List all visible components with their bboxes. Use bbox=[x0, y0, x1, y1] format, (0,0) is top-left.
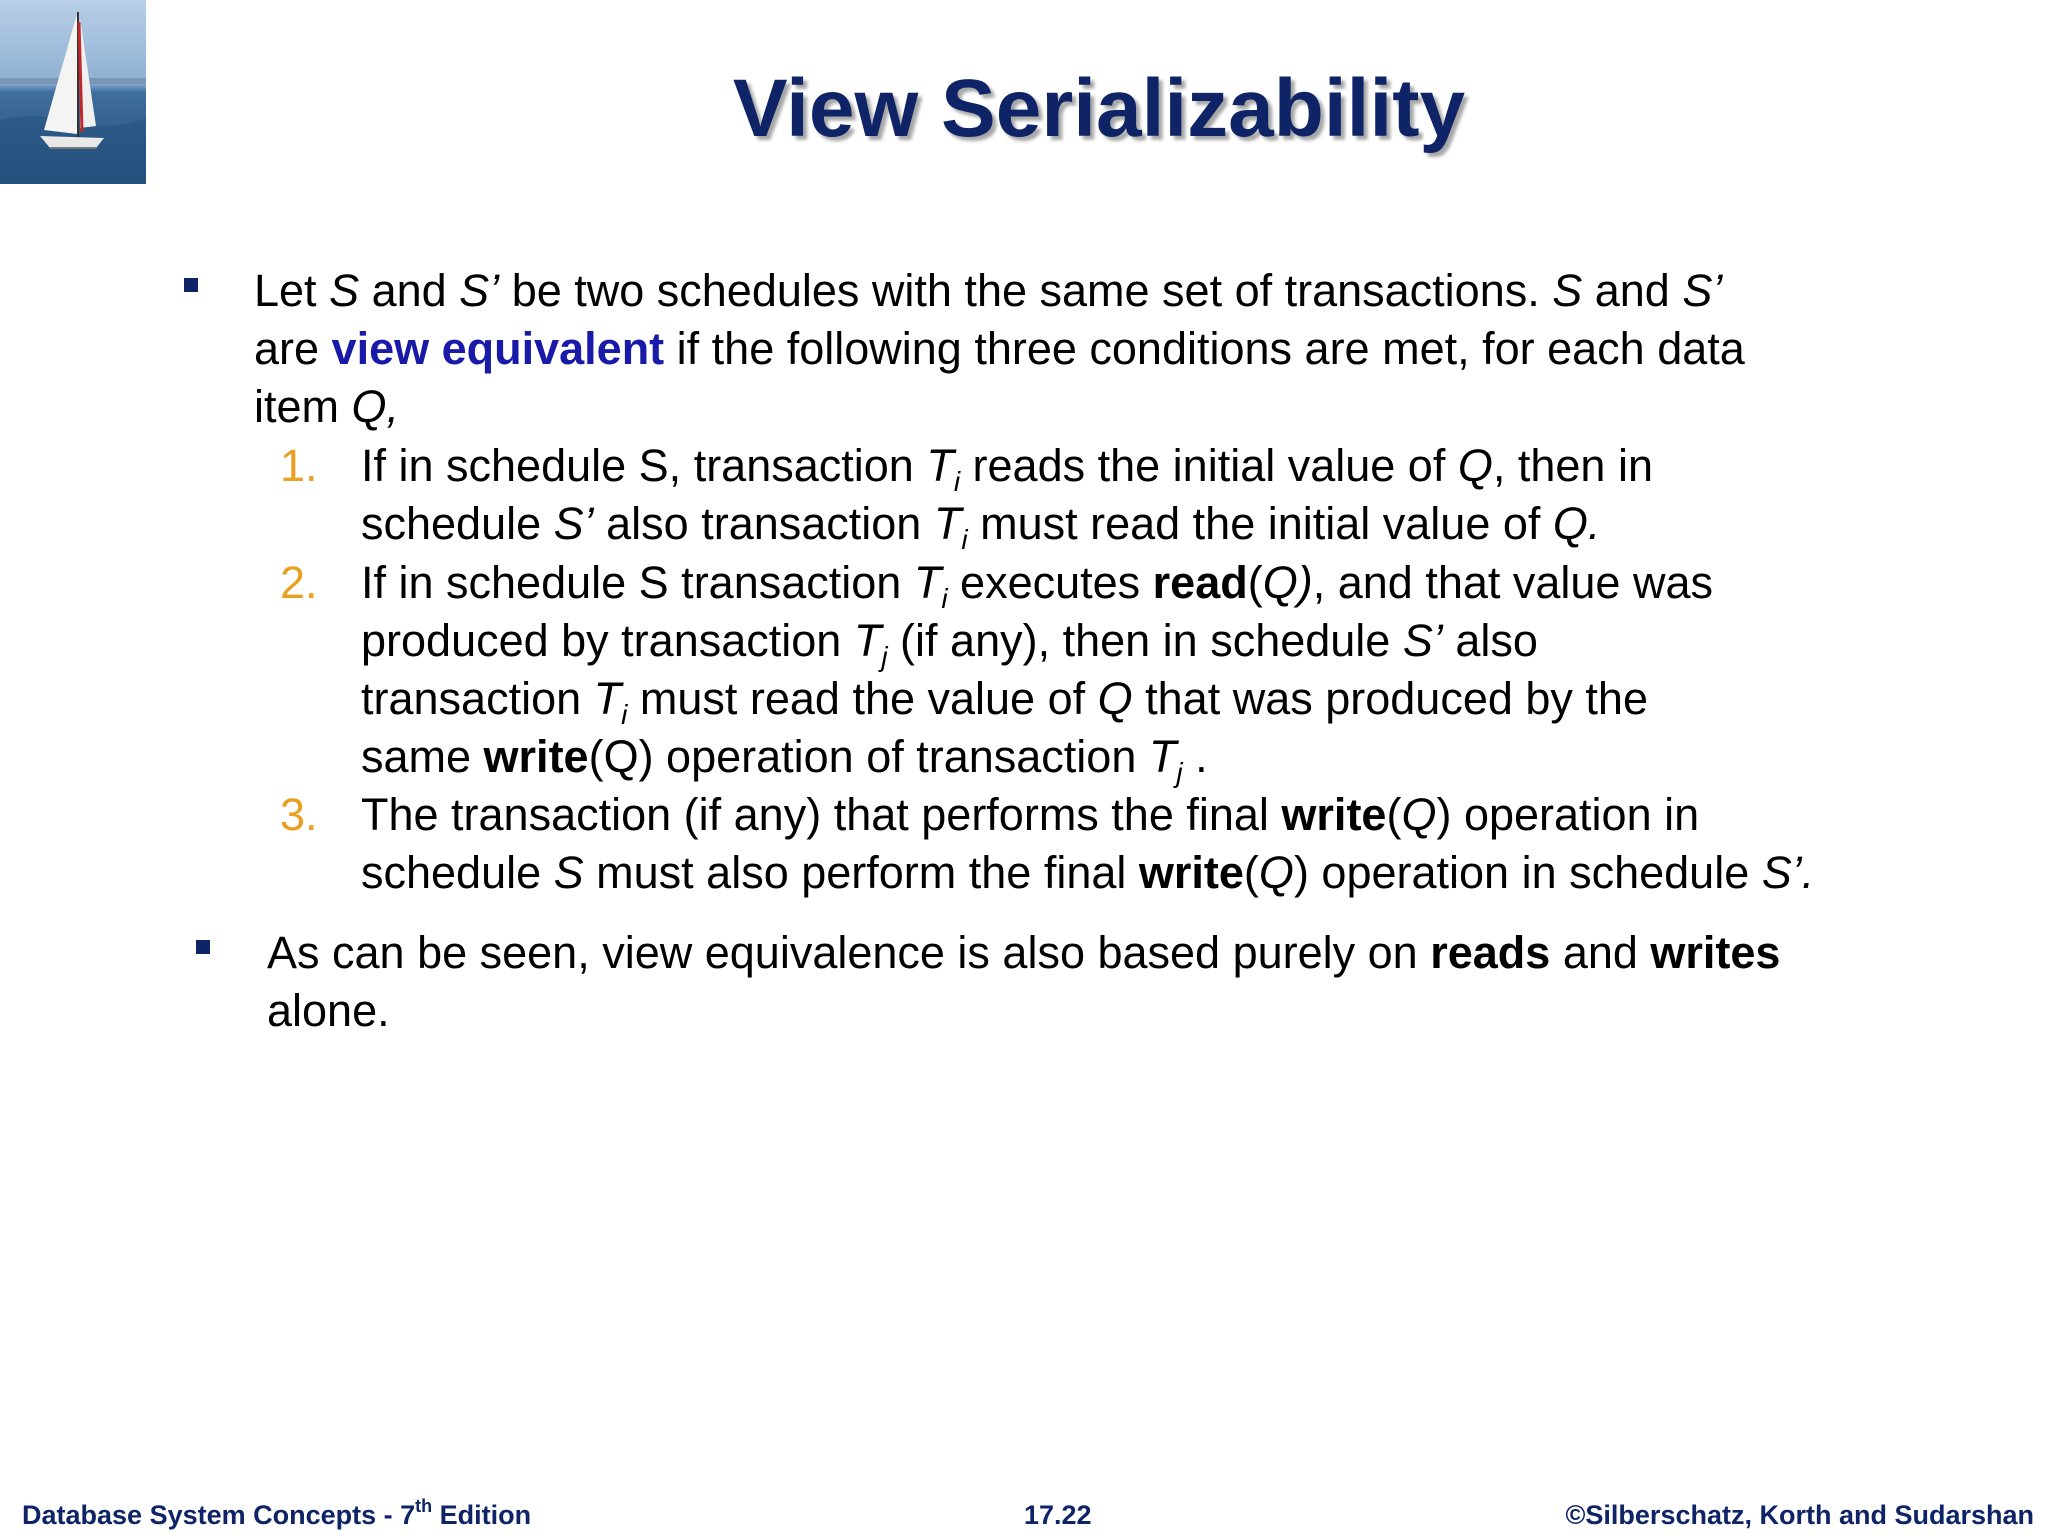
bullet-square-icon bbox=[196, 940, 210, 954]
footer-copyright: ©Silberschatz, Korth and Sudarshan bbox=[1565, 1500, 2034, 1530]
item-2-line-3: transaction $T_i$ must read the value of Q that was produced by the bbox=[361, 673, 1648, 730]
item-3-line-1: The transaction (if any) that performs the final write(Q) operation in bbox=[361, 789, 1700, 840]
item-number-3: 3. bbox=[280, 789, 318, 840]
slide-title: View Serializability bbox=[732, 63, 1466, 154]
item-3-line-2: schedule S must also perform the final write(Q) operation in schedule S’. bbox=[361, 847, 1815, 898]
bullet-2-line-2: alone. bbox=[267, 985, 390, 1036]
bullet-1-line-3: item Q, bbox=[254, 381, 400, 432]
item-2-line-2: produced by transaction $T_j$ (if any), then in schedule S’ also bbox=[361, 615, 1538, 672]
item-number-1: 1. bbox=[280, 440, 318, 491]
footer-book-title: Database System Concepts - 7th Edition bbox=[22, 1496, 532, 1530]
bullet-1-line-2: are view equivalent if the following three conditions are met, for each data bbox=[254, 323, 1745, 374]
item-1-line-2: schedule S’ also transaction $T_i$ must read the initial value of Q. bbox=[361, 498, 1601, 555]
bullet-square-icon bbox=[184, 278, 198, 292]
item-2-line-1: If in schedule S transaction $T_i$ executes read(Q), and that value was bbox=[361, 557, 1713, 614]
item-1-line-1: If in schedule S, transaction $T_i$ reads the initial value of Q, then in bbox=[361, 440, 1653, 497]
bullet-1-line-1: Let S and S’ be two schedules with the same set of transactions. S and S’ bbox=[254, 265, 1723, 316]
item-number-2: 2. bbox=[280, 557, 318, 608]
bullet-2-line-1: As can be seen, view equivalence is also based purely on reads and writes bbox=[267, 927, 1781, 978]
footer-page-number: 17.22 bbox=[1024, 1500, 1092, 1530]
item-2-line-4: same write(Q) operation of transaction $T_j$ . bbox=[361, 731, 1208, 788]
view-equivalent-term: view equivalent bbox=[331, 323, 665, 374]
